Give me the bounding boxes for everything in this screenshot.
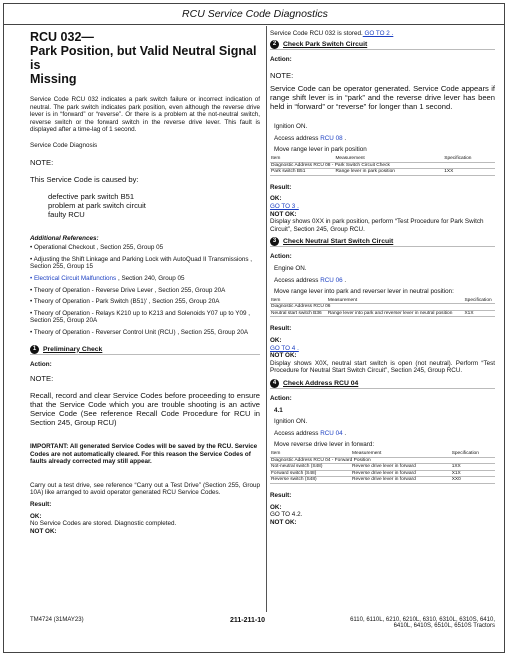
table-cell: Neutral start switch B36 xyxy=(270,310,327,317)
recall-paragraph: Recall, record and clear Service Codes before proceeding to ensure that the Service Code which you are trouble shooting is an active Service Code (See reference Recall Code Procedure for RCU in Section 245, Group RCU) xyxy=(30,391,260,428)
access-suffix: . xyxy=(342,134,347,142)
step-number-badge: 3 xyxy=(270,237,279,246)
action-label: Action: xyxy=(270,253,292,261)
note-label: NOTE: xyxy=(30,374,54,384)
not-ok-label: NOT OK: xyxy=(30,527,57,535)
step-number-badge: 2 xyxy=(270,40,279,49)
table-cell: Reverse drive lever in forward xyxy=(351,464,451,471)
main-title-line-1: Park Position, but Valid Neutral Signal is xyxy=(30,44,257,72)
reference-link[interactable]: • Electrical Circuit Malfunctions xyxy=(30,274,117,282)
instruction-text: Move reverse drive lever in forward: xyxy=(274,441,375,449)
ok-text: GO TO 4.2. xyxy=(270,511,303,519)
table-cell: X1X xyxy=(463,310,495,317)
result-label: Result: xyxy=(270,491,292,499)
step-3-heading xyxy=(270,237,495,247)
table-cell: X1X xyxy=(451,470,495,477)
table-cell: Reverse switch (S48) xyxy=(270,477,351,484)
instruction-text: Move range lever in park position xyxy=(274,146,367,154)
important-paragraph: IMPORTANT: All generated Service Codes will be saved by the RCU. Service Codes are not automatically cleared. For this reason the Service Codes of faults already corrected may still appear. xyxy=(30,443,258,466)
step-number-badge: 4 xyxy=(270,379,279,388)
access-prefix: Access address xyxy=(274,276,321,284)
footer-models-line-2: 6410L, 6410S, 6510L, 6510S Tractors xyxy=(393,623,495,629)
engine-on-text: Engine ON. xyxy=(274,264,307,272)
footer-models xyxy=(330,617,495,629)
result-label: Result: xyxy=(270,325,292,333)
footer-page-number: 211-211-10 xyxy=(230,617,266,624)
action-label: Action: xyxy=(270,55,292,63)
step-2-title: Check Park Switch Circuit xyxy=(283,40,368,48)
ok-label: OK: xyxy=(270,337,282,345)
reference-item[interactable]: • Theory of Operation - Reverser Control Unit (RCU) , Section 255, Group 20A xyxy=(30,328,249,336)
note-label: NOTE: xyxy=(30,157,54,167)
table-cell: Diagnostic Address RCU 04 - Forward Position xyxy=(270,457,495,464)
access-prefix: Access address xyxy=(274,429,321,437)
goto-4-link[interactable]: GO TO 4 . xyxy=(270,344,299,352)
ignition-on-text: Ignition ON. xyxy=(274,418,308,426)
footer-doc-id: TM4724 (31MAY23) xyxy=(30,617,84,623)
right-column xyxy=(270,30,495,526)
header-rule xyxy=(3,24,505,25)
table-header: Item xyxy=(270,298,327,304)
address-link[interactable]: RCU 08 xyxy=(320,134,343,142)
cause-item: problem at park switch circuit xyxy=(48,200,146,210)
step-4-title: Check Address RCU 04 xyxy=(283,380,359,388)
table-cell: Diagnostic Address RCU 08 - Park Switch Circuit Check xyxy=(270,162,495,169)
table-cell: Reverse drive lever in forward xyxy=(351,477,451,484)
table-cell: XX0 xyxy=(451,477,495,484)
note-label: NOTE: xyxy=(270,71,294,81)
address-link[interactable]: RCU 06 xyxy=(320,276,343,284)
table-cell: 1XX xyxy=(443,169,495,176)
access-prefix: Access address xyxy=(274,134,321,142)
note-paragraph: Service Code can be operator generated. Service Code appears if range shift lever is in “park” and the reverse drive lever has been held in “forward” or “reverse” for longer than 1 second. xyxy=(270,84,495,112)
spec-table-park xyxy=(270,156,495,176)
caused-by-text: This Service Code is caused by: xyxy=(30,174,139,184)
result-label: Result: xyxy=(270,183,292,191)
table-cell: Park switch B51 xyxy=(270,169,334,176)
footer-models-line-1: 6110, 6110L, 6210, 6210L, 6310, 6310L, 6310S, 6410, xyxy=(350,617,495,623)
cause-item: defective park switch B51 xyxy=(48,191,135,201)
table-header: Item xyxy=(270,156,334,162)
ignition-on-text: Ignition ON. xyxy=(274,123,308,131)
table-cell: Diagnostic Address RCU 06 xyxy=(270,304,495,311)
table-header: Measurement xyxy=(327,298,464,304)
address-link[interactable]: RCU 04 xyxy=(320,429,343,437)
column-divider xyxy=(266,26,267,612)
access-suffix: . xyxy=(342,429,347,437)
action-label: Action: xyxy=(30,360,52,368)
spec-table-neutral xyxy=(270,298,495,318)
step-3-title: Check Neutral Start Switch Circuit xyxy=(283,238,394,246)
instruction-text: Move range lever into park and reverser lever in neutral position: xyxy=(274,288,454,296)
access-suffix: . xyxy=(342,276,347,284)
ok-label: OK: xyxy=(30,512,42,520)
not-ok-label: NOT OK: xyxy=(270,210,297,218)
not-ok-text: Display shows 0XX in park position, perform “Test Procedure for Park Switch Circuit”, Section 245, Group RCU. xyxy=(270,218,484,233)
table-cell: Reverse drive lever in forward xyxy=(351,470,451,477)
ok-label: OK: xyxy=(270,195,282,203)
table-cell: Forward switch (S48) xyxy=(270,470,351,477)
table-cell: Not-neutral switch (S48) xyxy=(270,464,351,471)
cause-item: faulty RCU xyxy=(48,209,85,219)
table-cell: Range lever into park and reverser lever in neutral position xyxy=(327,310,464,317)
spec-table-forward xyxy=(270,451,495,484)
main-title-line-2: Missing xyxy=(30,72,77,86)
table-header: Item xyxy=(270,451,351,457)
page-header: RCU Service Code Diagnostics xyxy=(182,8,328,20)
ok-label: OK: xyxy=(270,503,282,511)
reference-item[interactable]: • Adjusting the Shift Linkage and Parking Lock with AutoQuad II Transmissions , Section 255, Group 15 xyxy=(30,255,253,271)
additional-references-heading: Additional References: xyxy=(30,234,99,242)
table-header: Specification xyxy=(463,298,495,304)
result-label: Result: xyxy=(30,501,52,509)
table-cell: Range lever in park position xyxy=(334,169,443,176)
intro-paragraph: Service Code RCU 032 indicates a park switch failure or incorrect indication of neutral. The park switch indicates park position, even although the reverse drive lever is in “forward” or “reverse”. Or there is a problem at the not-neutral switch, reverse switch or the forward switch in the reverse drive lever. This fault is displayed after a time-lag of 1 second. xyxy=(30,96,260,134)
reference-item[interactable]: • Theory of Operation - Reverse Drive Lever , Section 255, Group 20A xyxy=(30,286,226,294)
reference-item[interactable]: • Operational Checkout , Section 255, Group 05 xyxy=(30,244,164,252)
table-header: Specification xyxy=(443,156,495,162)
left-column xyxy=(30,30,260,535)
ok-text: No Service Codes are stored. Diagnostic completed. xyxy=(30,520,177,528)
step-2-heading xyxy=(270,40,495,50)
code-title: RCU 032— xyxy=(30,30,94,44)
sub-step-label: 4.1 xyxy=(274,406,283,414)
diagnosis-heading: Service Code Diagnosis xyxy=(30,141,98,149)
action-label: Action: xyxy=(270,395,292,403)
step-4-heading xyxy=(270,379,495,389)
step-1-heading xyxy=(30,345,260,355)
table-cell: 1XX xyxy=(451,464,495,471)
not-ok-label: NOT OK: xyxy=(270,518,297,526)
not-ok-label: NOT OK: xyxy=(270,352,297,360)
goto-2-link[interactable]: GO TO 2 . xyxy=(362,30,394,37)
test-drive-paragraph: Carry out a test drive, see reference “Carry out a Test Drive” (Section 255, Group 10A) like arranged to avoid operator generated RCU Service Codes. xyxy=(30,481,260,497)
goto-3-link[interactable]: GO TO 3 . xyxy=(270,202,299,210)
not-ok-text: Display shows X0X, neutral start switch is open (not neutral). Perform “Test Procedure for Neutral Start Switch Circuit”, Section 245, Group RCU. xyxy=(270,359,495,375)
table-header: Measurement xyxy=(351,451,451,457)
table-header: Measurement xyxy=(334,156,443,162)
reference-suffix: , Section 240, Group 05 xyxy=(116,274,185,282)
step-1-title: Preliminary Check xyxy=(43,345,103,353)
reference-item[interactable]: • Theory of Operation - Park Switch (B51)' , Section 255, Group 20A xyxy=(30,298,220,306)
reference-item[interactable]: • Theory of Operation - Relays K210 up to K213 and Solenoids Y07 up to Y09 , Section 255, Group 20A xyxy=(30,309,250,325)
table-header: Specification xyxy=(451,451,495,457)
stored-text: Service Code RCU 032 is stored. xyxy=(270,30,363,37)
step-number-badge: 1 xyxy=(30,345,39,354)
